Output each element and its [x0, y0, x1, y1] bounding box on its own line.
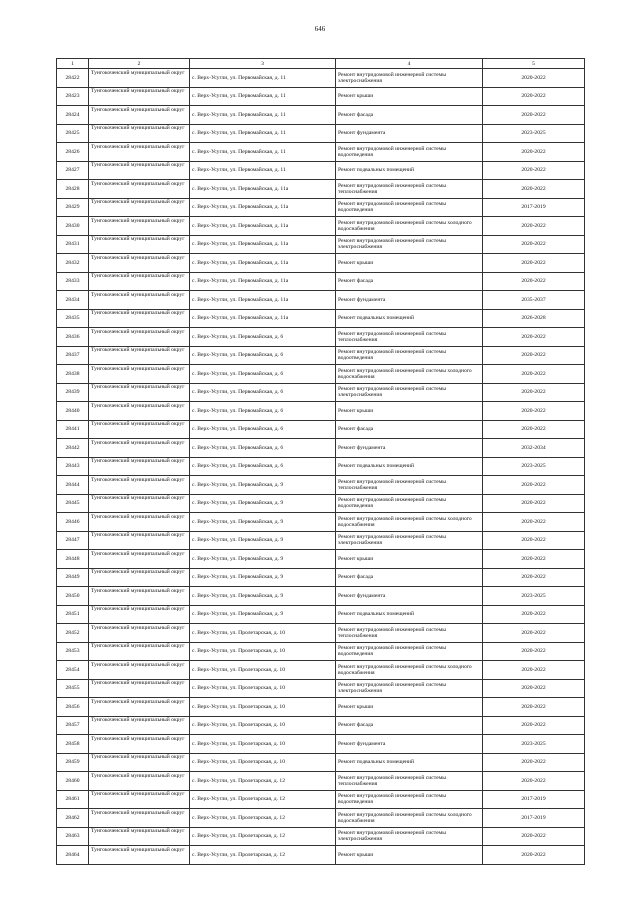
- district-cell: Тунгокоченский муниципальный округ: [89, 180, 190, 199]
- district-cell: Тунгокоченский муниципальный округ: [89, 531, 190, 550]
- period-cell: 2020-2022: [483, 605, 585, 624]
- row-number: 28439: [57, 383, 89, 402]
- table-row: [57, 420, 585, 439]
- district-cell: Тунгокоченский муниципальный округ: [89, 124, 190, 143]
- table-row: [57, 291, 585, 310]
- table-row: [57, 106, 585, 125]
- address-cell: с. Верх-Усугли, ул. Первомайская, д. 11: [190, 124, 336, 143]
- work-type-cell: Ремонт крыши: [336, 550, 483, 569]
- district-cell: Тунгокоченский муниципальный округ: [89, 69, 190, 88]
- district-cell: Тунгокоченский муниципальный округ: [89, 346, 190, 365]
- column-header-4: 4: [336, 59, 483, 69]
- district-cell: Тунгокоченский муниципальный округ: [89, 272, 190, 291]
- column-header-1: 1: [57, 59, 89, 69]
- period-cell: 2023-2025: [483, 735, 585, 754]
- address-cell: с. Верх-Усугли, ул. Первомайская, д. 11а: [190, 309, 336, 328]
- address-cell: с. Верх-Усугли, ул. Первомайская, д. 11: [190, 87, 336, 106]
- work-type-cell: Ремонт внутридомовой инженерной системы электроснабжения: [336, 531, 483, 550]
- work-type-cell: Ремонт крыши: [336, 87, 483, 106]
- work-type-cell: Ремонт внутридомовой инженерной системы теплоснабжения: [336, 624, 483, 643]
- address-cell: с. Верх-Усугли, ул. Первомайская, д. 6: [190, 346, 336, 365]
- address-cell: с. Верх-Усугли, ул. Первомайская, д. 9: [190, 550, 336, 569]
- period-cell: 2020-2022: [483, 531, 585, 550]
- table-row: [57, 494, 585, 513]
- table-header-row: [57, 59, 585, 69]
- address-cell: с. Верх-Усугли, ул. Первомайская, д. 11а: [190, 254, 336, 273]
- row-number: 28437: [57, 346, 89, 365]
- table-row: [57, 679, 585, 698]
- table-row: [57, 716, 585, 735]
- period-cell: 2017-2019: [483, 790, 585, 809]
- district-cell: Тунгокоченский муниципальный округ: [89, 476, 190, 495]
- row-number: 28442: [57, 439, 89, 458]
- district-cell: Тунгокоченский муниципальный округ: [89, 716, 190, 735]
- table-row: [57, 735, 585, 754]
- district-cell: Тунгокоченский муниципальный округ: [89, 772, 190, 791]
- row-number: 28453: [57, 642, 89, 661]
- row-number: 28427: [57, 161, 89, 180]
- period-cell: 2020-2022: [483, 513, 585, 532]
- work-type-cell: Ремонт подвальных помещений: [336, 753, 483, 772]
- row-number: 28429: [57, 198, 89, 217]
- period-cell: 2020-2022: [483, 180, 585, 199]
- period-cell: 2020-2022: [483, 383, 585, 402]
- row-number: 28428: [57, 180, 89, 199]
- address-cell: с. Верх-Усугли, ул. Первомайская, д. 11а: [190, 180, 336, 199]
- work-type-cell: Ремонт фасада: [336, 420, 483, 439]
- address-cell: с. Верх-Усугли, ул. Первомайская, д. 9: [190, 531, 336, 550]
- address-cell: с. Верх-Усугли, ул. Первомайская, д. 11: [190, 69, 336, 88]
- address-cell: с. Верх-Усугли, ул. Первомайская, д. 6: [190, 328, 336, 347]
- table-row: [57, 513, 585, 532]
- period-cell: 2020-2022: [483, 568, 585, 587]
- district-cell: Тунгокоченский муниципальный округ: [89, 587, 190, 606]
- district-cell: Тунгокоченский муниципальный округ: [89, 661, 190, 680]
- address-cell: с. Верх-Усугли, ул. Пролетарская, д. 12: [190, 846, 336, 865]
- address-cell: с. Верх-Усугли, ул. Первомайская, д. 9: [190, 605, 336, 624]
- table-row: [57, 568, 585, 587]
- column-header-5: 5: [483, 59, 585, 69]
- district-cell: Тунгокоченский муниципальный округ: [89, 809, 190, 828]
- work-type-cell: Ремонт внутридомовой инженерной системы теплоснабжения: [336, 180, 483, 199]
- table-row: [57, 402, 585, 421]
- address-cell: с. Верх-Усугли, ул. Первомайская, д. 9: [190, 513, 336, 532]
- period-cell: 2020-2022: [483, 328, 585, 347]
- address-cell: с. Верх-Усугли, ул. Первомайская, д. 6: [190, 420, 336, 439]
- address-cell: с. Верх-Усугли, ул. Пролетарская, д. 10: [190, 624, 336, 643]
- period-cell: 2032-2034: [483, 439, 585, 458]
- address-cell: с. Верх-Усугли, ул. Пролетарская, д. 12: [190, 790, 336, 809]
- work-type-cell: Ремонт внутридомовой инженерной системы электроснабжения: [336, 69, 483, 88]
- work-type-cell: Ремонт крыши: [336, 402, 483, 421]
- table-row: [57, 698, 585, 717]
- table-body: [57, 69, 585, 865]
- table-row: [57, 661, 585, 680]
- period-cell: 2020-2022: [483, 420, 585, 439]
- district-cell: Тунгокоченский муниципальный округ: [89, 457, 190, 476]
- row-number: 28460: [57, 772, 89, 791]
- period-cell: 2020-2022: [483, 87, 585, 106]
- district-cell: Тунгокоченский муниципальный округ: [89, 328, 190, 347]
- address-cell: с. Верх-Усугли, ул. Первомайская, д. 9: [190, 568, 336, 587]
- period-cell: 2020-2022: [483, 272, 585, 291]
- district-cell: Тунгокоченский муниципальный округ: [89, 291, 190, 310]
- work-type-cell: Ремонт подвальных помещений: [336, 161, 483, 180]
- row-number: 28458: [57, 735, 89, 754]
- district-cell: Тунгокоченский муниципальный округ: [89, 827, 190, 846]
- row-number: 28448: [57, 550, 89, 569]
- row-number: 28436: [57, 328, 89, 347]
- district-cell: Тунгокоченский муниципальный округ: [89, 383, 190, 402]
- period-cell: 2020-2022: [483, 143, 585, 162]
- district-cell: Тунгокоченский муниципальный округ: [89, 698, 190, 717]
- row-number: 28438: [57, 365, 89, 384]
- row-number: 28435: [57, 309, 89, 328]
- district-cell: Тунгокоченский муниципальный округ: [89, 513, 190, 532]
- row-number: 28456: [57, 698, 89, 717]
- table-row: [57, 87, 585, 106]
- column-header-2: 2: [89, 59, 190, 69]
- table-row: [57, 383, 585, 402]
- table-row: [57, 827, 585, 846]
- row-number: 28463: [57, 827, 89, 846]
- row-number: 28450: [57, 587, 89, 606]
- table-row: [57, 254, 585, 273]
- address-cell: с. Верх-Усугли, ул. Первомайская, д. 6: [190, 365, 336, 384]
- period-cell: 2020-2022: [483, 161, 585, 180]
- address-cell: с. Верх-Усугли, ул. Пролетарская, д. 10: [190, 753, 336, 772]
- work-type-cell: Ремонт фундамента: [336, 587, 483, 606]
- work-type-cell: Ремонт внутридомовой инженерной системы холодного водоснабжения: [336, 661, 483, 680]
- district-cell: Тунгокоченский муниципальный округ: [89, 235, 190, 254]
- table-row: [57, 328, 585, 347]
- work-type-cell: Ремонт внутридомовой инженерной системы холодного водоснабжения: [336, 513, 483, 532]
- period-cell: 2020-2022: [483, 661, 585, 680]
- column-header-3: 3: [190, 59, 336, 69]
- district-cell: Тунгокоченский муниципальный округ: [89, 550, 190, 569]
- row-number: 28455: [57, 679, 89, 698]
- district-cell: Тунгокоченский муниципальный округ: [89, 735, 190, 754]
- district-cell: Тунгокоченский муниципальный округ: [89, 161, 190, 180]
- row-number: 28433: [57, 272, 89, 291]
- work-type-cell: Ремонт крыши: [336, 846, 483, 865]
- address-cell: с. Верх-Усугли, ул. Пролетарская, д. 10: [190, 716, 336, 735]
- period-cell: 2020-2022: [483, 254, 585, 273]
- district-cell: Тунгокоченский муниципальный округ: [89, 106, 190, 125]
- district-cell: Тунгокоченский муниципальный округ: [89, 365, 190, 384]
- row-number: 28457: [57, 716, 89, 735]
- address-cell: с. Верх-Усугли, ул. Первомайская, д. 11: [190, 143, 336, 162]
- table-row: [57, 753, 585, 772]
- work-type-cell: Ремонт внутридомовой инженерной системы холодного водоснабжения: [336, 217, 483, 236]
- period-cell: 2020-2022: [483, 642, 585, 661]
- row-number: 28444: [57, 476, 89, 495]
- work-type-cell: Ремонт внутридомовой инженерной системы теплоснабжения: [336, 476, 483, 495]
- work-type-cell: Ремонт фасада: [336, 106, 483, 125]
- period-cell: 2035-2037: [483, 291, 585, 310]
- address-cell: с. Верх-Усугли, ул. Первомайская, д. 6: [190, 383, 336, 402]
- district-cell: Тунгокоченский муниципальный округ: [89, 309, 190, 328]
- row-number: 28423: [57, 87, 89, 106]
- table-row: [57, 346, 585, 365]
- district-cell: Тунгокоченский муниципальный округ: [89, 143, 190, 162]
- work-type-cell: Ремонт фундамента: [336, 291, 483, 310]
- district-cell: Тунгокоченский муниципальный округ: [89, 642, 190, 661]
- table-row: [57, 180, 585, 199]
- work-type-cell: Ремонт подвальных помещений: [336, 457, 483, 476]
- works-table: [56, 58, 585, 865]
- table-row: [57, 69, 585, 88]
- table-row: [57, 605, 585, 624]
- period-cell: 2023-2025: [483, 587, 585, 606]
- row-number: 28443: [57, 457, 89, 476]
- page-number: 646: [314, 25, 326, 33]
- period-cell: 2026-2028: [483, 309, 585, 328]
- work-type-cell: Ремонт внутридомовой инженерной системы водоотведения: [336, 346, 483, 365]
- period-cell: 2023-2025: [483, 457, 585, 476]
- row-number: 28431: [57, 235, 89, 254]
- table-row: [57, 846, 585, 865]
- period-cell: 2020-2022: [483, 476, 585, 495]
- period-cell: 2020-2022: [483, 494, 585, 513]
- period-cell: 2020-2022: [483, 753, 585, 772]
- work-type-cell: Ремонт внутридомовой инженерной системы водоотведения: [336, 198, 483, 217]
- row-number: 28449: [57, 568, 89, 587]
- address-cell: с. Верх-Усугли, ул. Первомайская, д. 9: [190, 476, 336, 495]
- table-row: [57, 235, 585, 254]
- row-number: 28445: [57, 494, 89, 513]
- period-cell: 2020-2022: [483, 365, 585, 384]
- district-cell: Тунгокоченский муниципальный округ: [89, 846, 190, 865]
- period-cell: 2020-2022: [483, 69, 585, 88]
- work-type-cell: Ремонт внутридомовой инженерной системы электроснабжения: [336, 679, 483, 698]
- period-cell: 2020-2022: [483, 624, 585, 643]
- district-cell: Тунгокоченский муниципальный округ: [89, 568, 190, 587]
- period-cell: 2020-2022: [483, 716, 585, 735]
- period-cell: 2020-2022: [483, 346, 585, 365]
- table-row: [57, 217, 585, 236]
- address-cell: с. Верх-Усугли, ул. Первомайская, д. 11а: [190, 291, 336, 310]
- table-row: [57, 809, 585, 828]
- address-cell: с. Верх-Усугли, ул. Первомайская, д. 11: [190, 161, 336, 180]
- row-number: 28464: [57, 846, 89, 865]
- row-number: 28422: [57, 69, 89, 88]
- district-cell: Тунгокоченский муниципальный округ: [89, 624, 190, 643]
- district-cell: Тунгокоченский муниципальный округ: [89, 402, 190, 421]
- work-type-cell: Ремонт фасада: [336, 568, 483, 587]
- row-number: 28461: [57, 790, 89, 809]
- table-row: [57, 531, 585, 550]
- row-number: 28452: [57, 624, 89, 643]
- work-type-cell: Ремонт внутридомовой инженерной системы теплоснабжения: [336, 772, 483, 791]
- period-cell: 2017-2019: [483, 198, 585, 217]
- address-cell: с. Верх-Усугли, ул. Пролетарская, д. 10: [190, 698, 336, 717]
- address-cell: с. Верх-Усугли, ул. Пролетарская, д. 12: [190, 809, 336, 828]
- work-type-cell: Ремонт фасада: [336, 716, 483, 735]
- period-cell: 2020-2022: [483, 698, 585, 717]
- period-cell: 2020-2022: [483, 402, 585, 421]
- work-type-cell: Ремонт внутридомовой инженерной системы водоотведения: [336, 790, 483, 809]
- table-row: [57, 143, 585, 162]
- table-row: [57, 272, 585, 291]
- district-cell: Тунгокоченский муниципальный округ: [89, 420, 190, 439]
- work-type-cell: Ремонт подвальных помещений: [336, 605, 483, 624]
- period-cell: 2020-2022: [483, 846, 585, 865]
- period-cell: 2020-2022: [483, 827, 585, 846]
- row-number: 28459: [57, 753, 89, 772]
- address-cell: с. Верх-Усугли, ул. Первомайская, д. 11а: [190, 235, 336, 254]
- row-number: 28425: [57, 124, 89, 143]
- address-cell: с. Верх-Усугли, ул. Первомайская, д. 6: [190, 439, 336, 458]
- period-cell: 2020-2022: [483, 106, 585, 125]
- work-type-cell: Ремонт крыши: [336, 698, 483, 717]
- address-cell: с. Верх-Усугли, ул. Первомайская, д. 6: [190, 457, 336, 476]
- row-number: 28434: [57, 291, 89, 310]
- table-row: [57, 309, 585, 328]
- period-cell: 2020-2022: [483, 679, 585, 698]
- address-cell: с. Верх-Усугли, ул. Первомайская, д. 11: [190, 106, 336, 125]
- work-type-cell: Ремонт крыши: [336, 254, 483, 273]
- address-cell: с. Верх-Усугли, ул. Пролетарская, д. 12: [190, 772, 336, 791]
- work-type-cell: Ремонт внутридомовой инженерной системы теплоснабжения: [336, 328, 483, 347]
- row-number: 28446: [57, 513, 89, 532]
- table-row: [57, 790, 585, 809]
- district-cell: Тунгокоченский муниципальный округ: [89, 217, 190, 236]
- row-number: 28451: [57, 605, 89, 624]
- work-type-cell: Ремонт внутридомовой инженерной системы водоотведения: [336, 143, 483, 162]
- row-number: 28430: [57, 217, 89, 236]
- table-row: [57, 124, 585, 143]
- work-type-cell: Ремонт внутридомовой инженерной системы электроснабжения: [336, 235, 483, 254]
- period-cell: 2020-2022: [483, 550, 585, 569]
- row-number: 28424: [57, 106, 89, 125]
- district-cell: Тунгокоченский муниципальный округ: [89, 254, 190, 273]
- district-cell: Тунгокоченский муниципальный округ: [89, 753, 190, 772]
- work-type-cell: Ремонт внутридомовой инженерной системы холодного водоснабжения: [336, 809, 483, 828]
- district-cell: Тунгокоченский муниципальный округ: [89, 790, 190, 809]
- work-type-cell: Ремонт фундамента: [336, 735, 483, 754]
- row-number: 28432: [57, 254, 89, 273]
- work-type-cell: Ремонт внутридомовой инженерной системы водоотведения: [336, 494, 483, 513]
- address-cell: с. Верх-Усугли, ул. Первомайская, д. 11а: [190, 198, 336, 217]
- table-row: [57, 772, 585, 791]
- work-type-cell: Ремонт внутридомовой инженерной системы водоотведения: [336, 642, 483, 661]
- table-row: [57, 439, 585, 458]
- table-row: [57, 161, 585, 180]
- address-cell: с. Верх-Усугли, ул. Пролетарская, д. 10: [190, 642, 336, 661]
- address-cell: с. Верх-Усугли, ул. Первомайская, д. 9: [190, 587, 336, 606]
- table-row: [57, 365, 585, 384]
- address-cell: с. Верх-Усугли, ул. Первомайская, д. 9: [190, 494, 336, 513]
- row-number: 28426: [57, 143, 89, 162]
- table-row: [57, 587, 585, 606]
- address-cell: с. Верх-Усугли, ул. Пролетарская, д. 10: [190, 661, 336, 680]
- work-type-cell: Ремонт подвальных помещений: [336, 309, 483, 328]
- district-cell: Тунгокоченский муниципальный округ: [89, 439, 190, 458]
- row-number: 28454: [57, 661, 89, 680]
- district-cell: Тунгокоченский муниципальный округ: [89, 198, 190, 217]
- address-cell: с. Верх-Усугли, ул. Пролетарская, д. 12: [190, 827, 336, 846]
- work-type-cell: Ремонт внутридомовой инженерной системы электроснабжения: [336, 383, 483, 402]
- district-cell: Тунгокоченский муниципальный округ: [89, 679, 190, 698]
- address-cell: с. Верх-Усугли, ул. Первомайская, д. 11а: [190, 217, 336, 236]
- period-cell: 2020-2022: [483, 217, 585, 236]
- table-row: [57, 476, 585, 495]
- table-row: [57, 624, 585, 643]
- work-type-cell: Ремонт внутридомовой инженерной системы холодного водоснабжения: [336, 365, 483, 384]
- row-number: 28440: [57, 402, 89, 421]
- address-cell: с. Верх-Усугли, ул. Пролетарская, д. 10: [190, 679, 336, 698]
- district-cell: Тунгокоченский муниципальный округ: [89, 87, 190, 106]
- work-type-cell: Ремонт фасада: [336, 272, 483, 291]
- district-cell: Тунгокоченский муниципальный округ: [89, 605, 190, 624]
- address-cell: с. Верх-Усугли, ул. Первомайская, д. 6: [190, 402, 336, 421]
- row-number: 28462: [57, 809, 89, 828]
- period-cell: 2020-2022: [483, 235, 585, 254]
- work-type-cell: Ремонт фундамента: [336, 124, 483, 143]
- period-cell: 2020-2022: [483, 772, 585, 791]
- address-cell: с. Верх-Усугли, ул. Пролетарская, д. 10: [190, 735, 336, 754]
- address-cell: с. Верх-Усугли, ул. Первомайская, д. 11а: [190, 272, 336, 291]
- work-type-cell: Ремонт фундамента: [336, 439, 483, 458]
- table-row: [57, 457, 585, 476]
- district-cell: Тунгокоченский муниципальный округ: [89, 494, 190, 513]
- work-type-cell: Ремонт внутридомовой инженерной системы электроснабжения: [336, 827, 483, 846]
- row-number: 28447: [57, 531, 89, 550]
- period-cell: 2017-2019: [483, 809, 585, 828]
- period-cell: 2023-2025: [483, 124, 585, 143]
- table-row: [57, 642, 585, 661]
- row-number: 28441: [57, 420, 89, 439]
- table-row: [57, 550, 585, 569]
- table-row: [57, 198, 585, 217]
